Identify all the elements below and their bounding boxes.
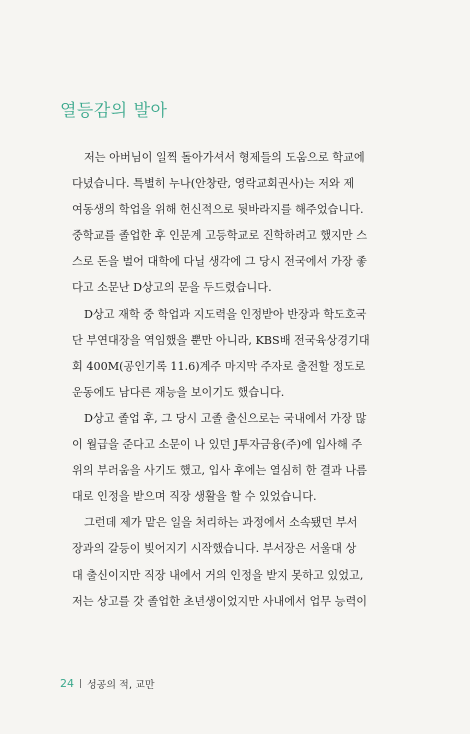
paragraph-3: [60, 406, 406, 510]
page-footer: [60, 676, 155, 691]
text-line: D상고 재학 중 학업과 지도력을 인정받아 반장과 학도호국: [84, 307, 367, 321]
text-line: 스로 돈을 벌어 대학에 다닐 생각에 그 당시 전국에서 가장 좋: [72, 255, 367, 269]
text-line: 그런데 제가 맡은 일을 처리하는 과정에서 소속됐던 부서: [84, 516, 358, 530]
text-line: 중학교를 졸업한 후 인문계 고등학교로 진학하려고 했지만 스: [72, 229, 368, 243]
text-line: 저는 아버님이 일찍 돌아가셔서 형제들의 도움으로 학교에: [84, 151, 365, 164]
paragraph-2: [60, 302, 406, 406]
footer-divider: [80, 679, 81, 688]
text-line: 다고 소문난 D상고의 문을 두드렸습니다.: [72, 281, 272, 295]
text-line: 다녔습니다. 특별히 누나(안창란, 영락교회권사)는 저와 제: [72, 177, 355, 191]
text-line: 여동생의 학업을 위해 헌신적으로 뒷바라지를 해주었습니다.: [72, 203, 364, 217]
page-number: 24: [60, 677, 74, 690]
text-line: D상고 졸업 후, 그 당시 고졸 출신으로는 국내에서 가장 많: [84, 411, 367, 425]
body-text: [60, 145, 406, 615]
running-title: 성공의 적, 교만: [87, 680, 155, 691]
text-line: 위의 부러움을 사기도 했고, 입사 후에는 열심히 한 결과 나름: [72, 464, 367, 478]
text-line: 저는 상고를 갓 졸업한 초년생이었지만 사내에서 업무 능력이: [72, 594, 368, 608]
text-line: 장과의 갈등이 빚어지기 시작했습니다. 부서장은 서울대 상: [72, 542, 357, 556]
paragraph-4: [60, 510, 406, 614]
text-line: 단 부연대장을 역임했을 뿐만 아니라, KBS배 전국육상경기대: [72, 333, 370, 347]
text-line: 운동에도 남다른 재능을 보이기도 했습니다.: [72, 385, 285, 399]
text-line: 대로 인정을 받으며 직장 생활을 할 수 있었습니다.: [72, 490, 317, 504]
section-title: 열등감의 발아: [60, 101, 168, 121]
text-line: 대 출신이지만 직장 내에서 거의 인정을 받지 못하고 있었고,: [72, 568, 364, 582]
text-line: 회 400M(공인기록 11.6)계주 마지막 주자로 출전할 정도로: [72, 359, 366, 373]
paragraph-1: [60, 145, 406, 302]
text-line: 이 월급을 준다고 소문이 나 있던 J투자금융(주)에 입사해 주: [72, 438, 363, 452]
